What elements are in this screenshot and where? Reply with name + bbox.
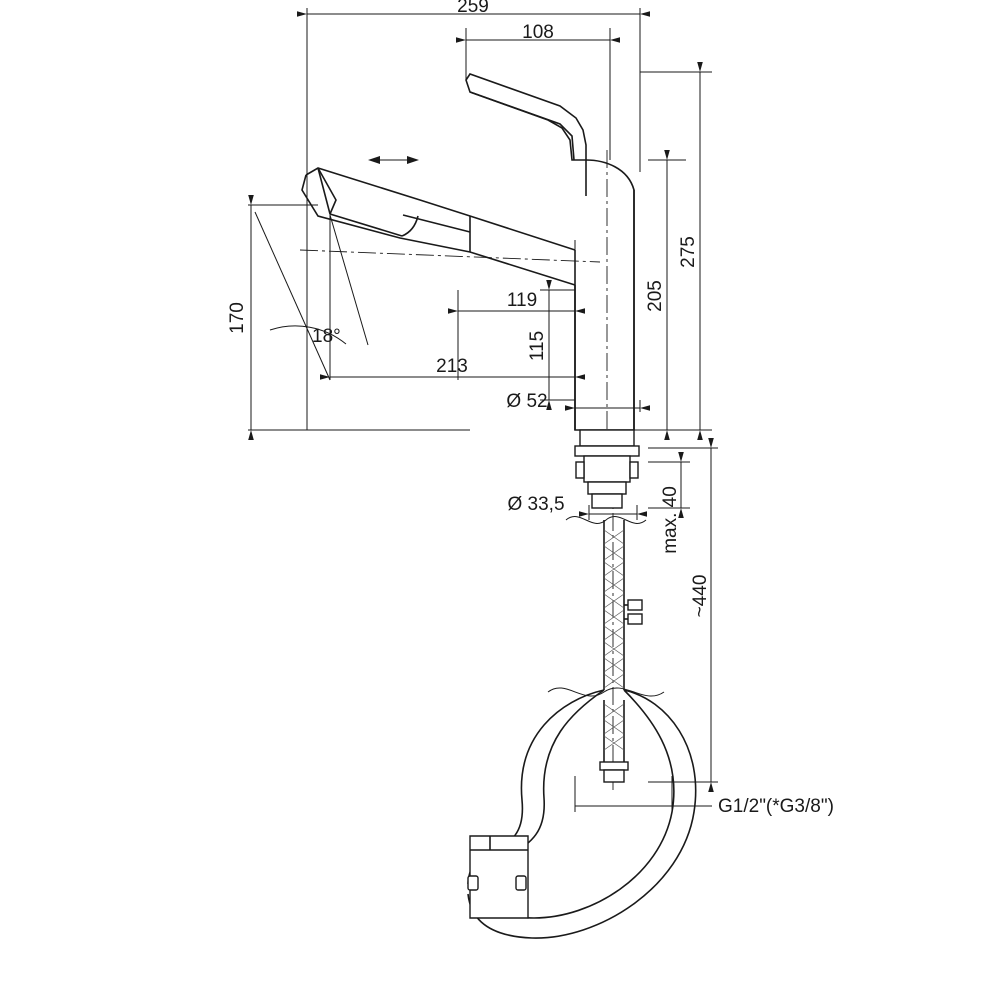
center-lines bbox=[300, 150, 613, 790]
dim-shank-diameter: Ø 33,5 bbox=[507, 494, 565, 515]
extension-lines bbox=[248, 8, 718, 812]
dim-base-diameter: Ø 52 bbox=[506, 391, 548, 412]
dim-height-275: 275 bbox=[678, 236, 699, 268]
dim-height-205: 205 bbox=[645, 280, 666, 312]
dim-height-115: 115 bbox=[527, 330, 548, 362]
break-line-lower bbox=[548, 688, 664, 696]
dim-max-worktop: max. 40 bbox=[660, 486, 681, 554]
dim-spout-angle: 18° bbox=[312, 326, 341, 347]
dim-spout-reach-213: 213 bbox=[436, 356, 468, 377]
dim-hose-length: ~440 bbox=[690, 574, 711, 618]
dim-spout-offset-top: 108 bbox=[522, 22, 554, 43]
dimension-lines bbox=[251, 14, 712, 806]
break-line-upper bbox=[566, 517, 646, 524]
dim-overall-width: 259 bbox=[457, 0, 489, 17]
pullout-direction-arrow bbox=[368, 156, 419, 164]
connection-nut bbox=[600, 762, 628, 782]
dim-connection-thread: G1/2"(*G3/8") bbox=[718, 796, 834, 817]
hose-weight bbox=[468, 836, 528, 918]
mounting-shank bbox=[575, 430, 639, 508]
dim-spout-height-170: 170 bbox=[227, 302, 248, 334]
dimension-labels bbox=[227, 0, 834, 817]
flexible-hose bbox=[604, 520, 642, 762]
dim-spout-reach-119: 119 bbox=[506, 290, 538, 311]
